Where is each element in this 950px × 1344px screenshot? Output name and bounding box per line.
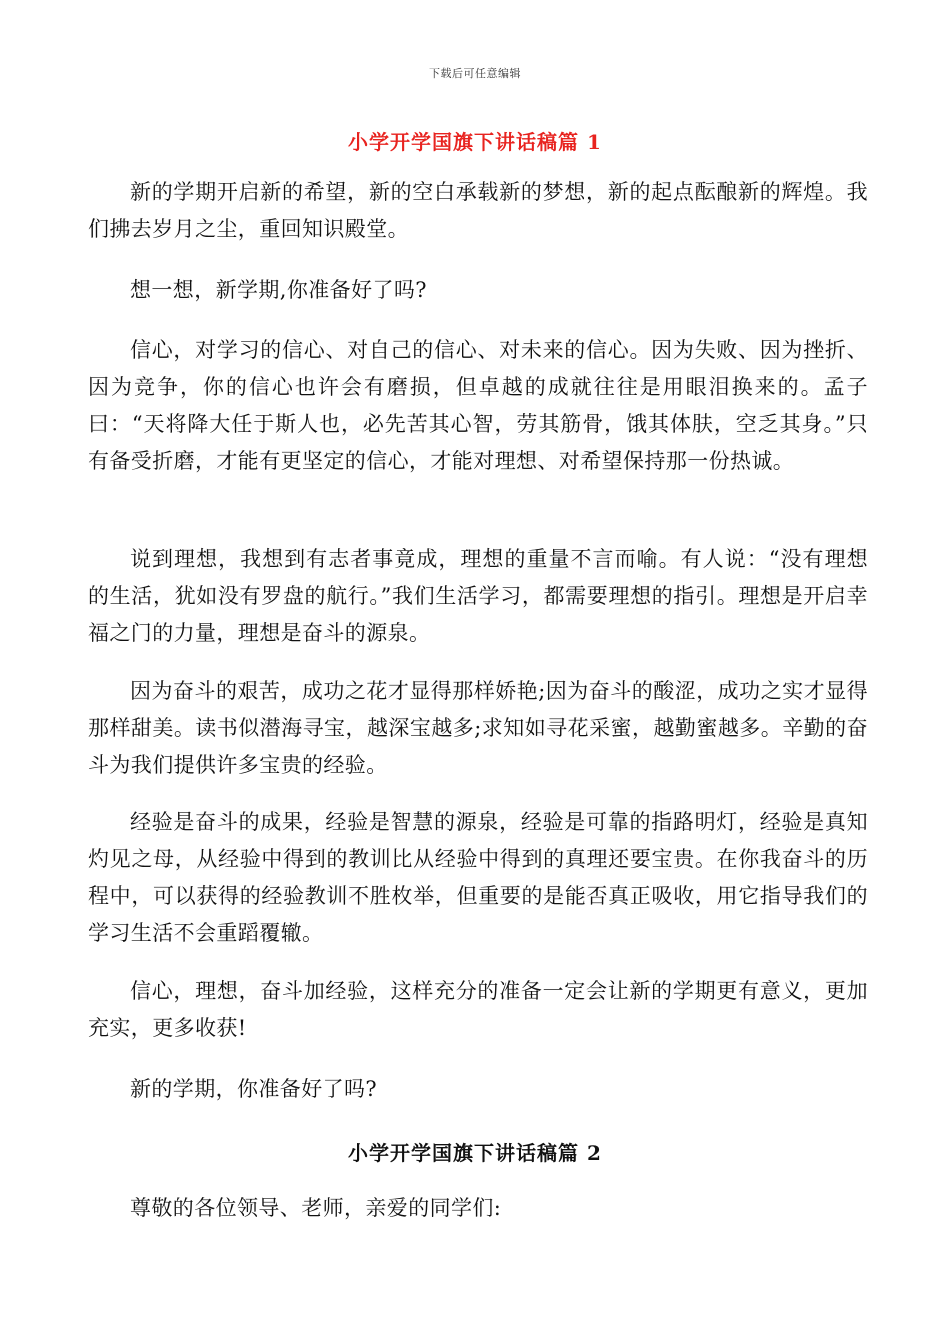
paragraph: 想一想，新学期,你准备好了吗? (130, 278, 427, 302)
paragraph: 信心，对学习的信心、对自己的信心、对未来的信心。因为失败、因为挫折、因为竞争，你的信心也许会有磨损，但卓越的成就往往是用眼泪换来的。孟子曰：“天将降大任于斯人也，必先苦其心智，劳其筋骨，饿其体肤，空乏其身。”只有备受折磨，才能有更坚定的信心，才能对理想、对希望保持那一份热诚。 (88, 338, 868, 473)
paragraph: 新的学期开启新的希望，新的空白承载新的梦想，新的起点酝酿新的辉煌。我们拂去岁月之尘，重回知识殿堂。 (88, 180, 868, 241)
section-title-1: 小学开学国旗下讲话稿篇 1 (348, 130, 602, 154)
paragraph: 新的学期，你准备好了吗? (130, 1077, 378, 1101)
paragraph: 因为奋斗的艰苦，成功之花才显得那样娇艳;因为奋斗的酸涩，成功之实才显得那样甜美。读书似潜海寻宝，越深宝越多;求知如寻花采蜜，越勤蜜越多。辛勤的奋斗为我们提供许多宝贵的经验。 (88, 679, 868, 777)
paragraph: 尊敬的各位领导、老师，亲爱的同学们: (130, 1196, 502, 1220)
header-note: 下载后可任意编辑 (429, 67, 521, 80)
paragraph: 经验是奋斗的成果，经验是智慧的源泉，经验是可靠的指路明灯，经验是真知灼见之母，从经验中得到的教训比从经验中得到的真理还要宝贵。在你我奋斗的历程中，可以获得的经验教训不胜枚举，但重要的是能否真正吸收，用它指导我们的学习生活不会重蹈覆辙。 (88, 810, 868, 945)
paragraph: 信心，理想，奋斗加经验，这样充分的准备一定会让新的学期更有意义，更加充实，更多收获! (88, 979, 868, 1040)
paragraph: 说到理想，我想到有志者事竟成，理想的重量不言而喻。有人说：“没有理想的生活，犹如没有罗盘的航行。”我们生活学习，都需要理想的指引。理想是开启幸福之门的力量，理想是奋斗的源泉。 (88, 547, 868, 645)
section-title-2: 小学开学国旗下讲话稿篇 2 (348, 1141, 602, 1165)
